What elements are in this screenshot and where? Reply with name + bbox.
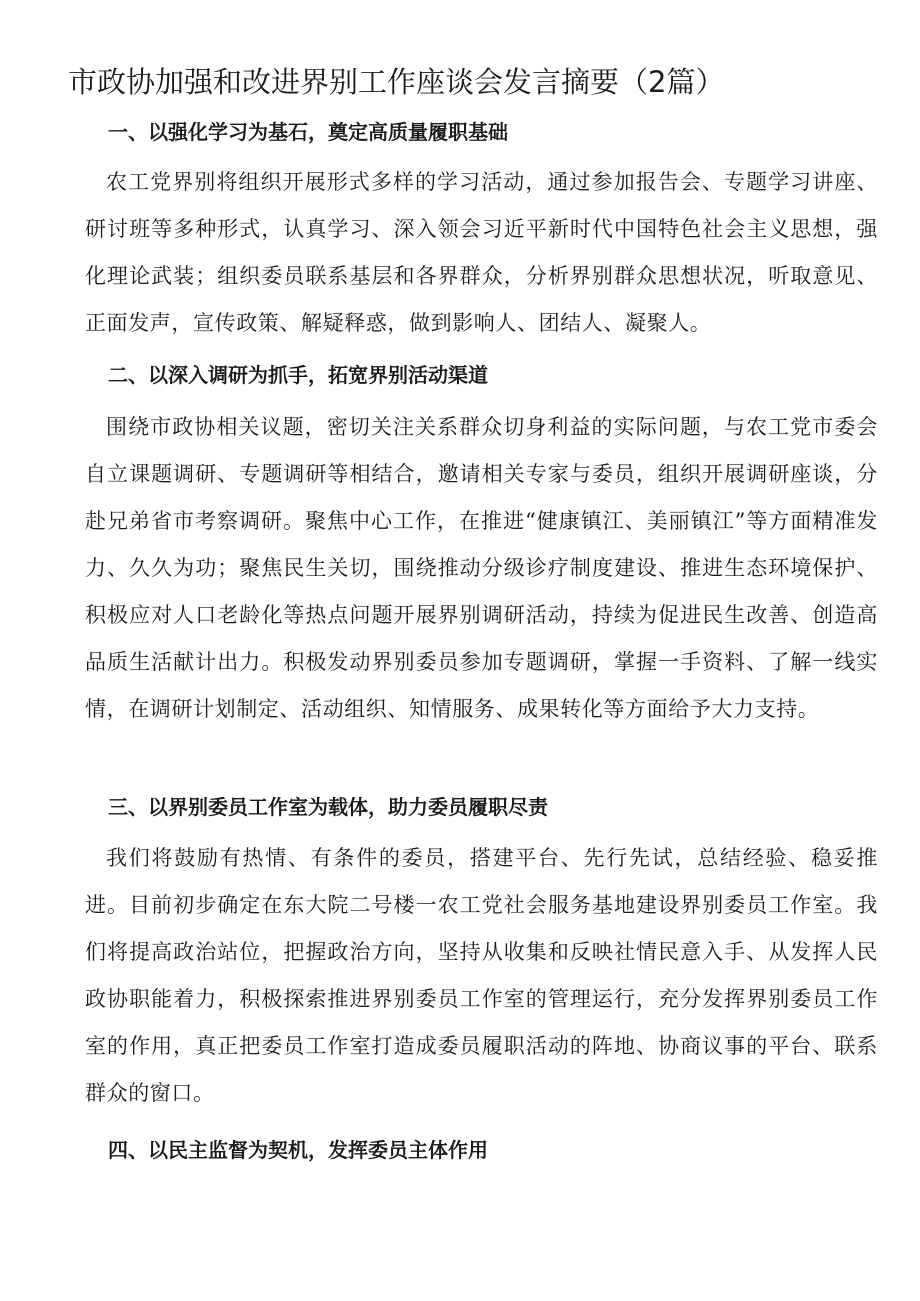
section-body-3: 我们将鼓励有热情、有条件的委员，搭建平台、先行先试，总结经验、稳妥推进。目前初步确定在东大院二号楼一农工党社会服务基地建设界别委员工作室。我们将提高政治站位，把握政治方向，坚持从收集和反映社情民意入手、从发挥人民政协职能着力，积极探索推进界别委员工作室的管理运行，充分发挥界别委员工作室的作用，真正把委员工作室打造成委员履职活动的阵地、协商议事的平台、联系群众的窗口。 (85, 846, 878, 1105)
section-body-1: 农工党界别将组织开展形式多样的学习活动，通过参加报告会、专题学习讲座、研讨班等多种形式，认真学习、深入领会习近平新时代中国特色社会主义思想，强化理论武装；组织委员联系基层和各界群众，分析界别群众思想状况，听取意见、正面发声，宣传政策、解疑释惑，做到影响人、团结人、凝聚人。 (85, 170, 878, 335)
section-heading-1: 一、以强化学习为基石，奠定高质量履职基础 (108, 120, 508, 144)
document-title: 市政协加强和改进界别工作座谈会发言摘要（2篇） (68, 65, 725, 99)
section-heading-4: 四、以民主监督为契机，发挥委员主体作用 (108, 1138, 488, 1162)
section-body-2: 围绕市政协相关议题，密切关注关系群众切身利益的实际问题，与农工党市委会自立课题调研、专题调研等相结合，邀请相关专家与委员，组织开展调研座谈，分赴兄弟省市考察调研。聚焦中心工作，在推进“健康镇江、美丽镇江”等方面精准发力、久久为功；聚焦民生关切，围绕推动分级诊疗制度建设、推进生态环境保护、积极应对人口老龄化等热点问题开展界别调研活动，持续为促进民生改善、创造高品质生活献计出力。积极发动界别委员参加专题调研，掌握一手资料、了解一线实情，在调研计划制定、活动组织、知情服务、成果转化等方面给予大力支持。 (85, 415, 878, 721)
section-heading-3: 三、以界别委员工作室为载体，助力委员履职尽责 (108, 795, 548, 819)
section-heading-2: 二、以深入调研为抓手，拓宽界别活动渠道 (108, 363, 488, 387)
